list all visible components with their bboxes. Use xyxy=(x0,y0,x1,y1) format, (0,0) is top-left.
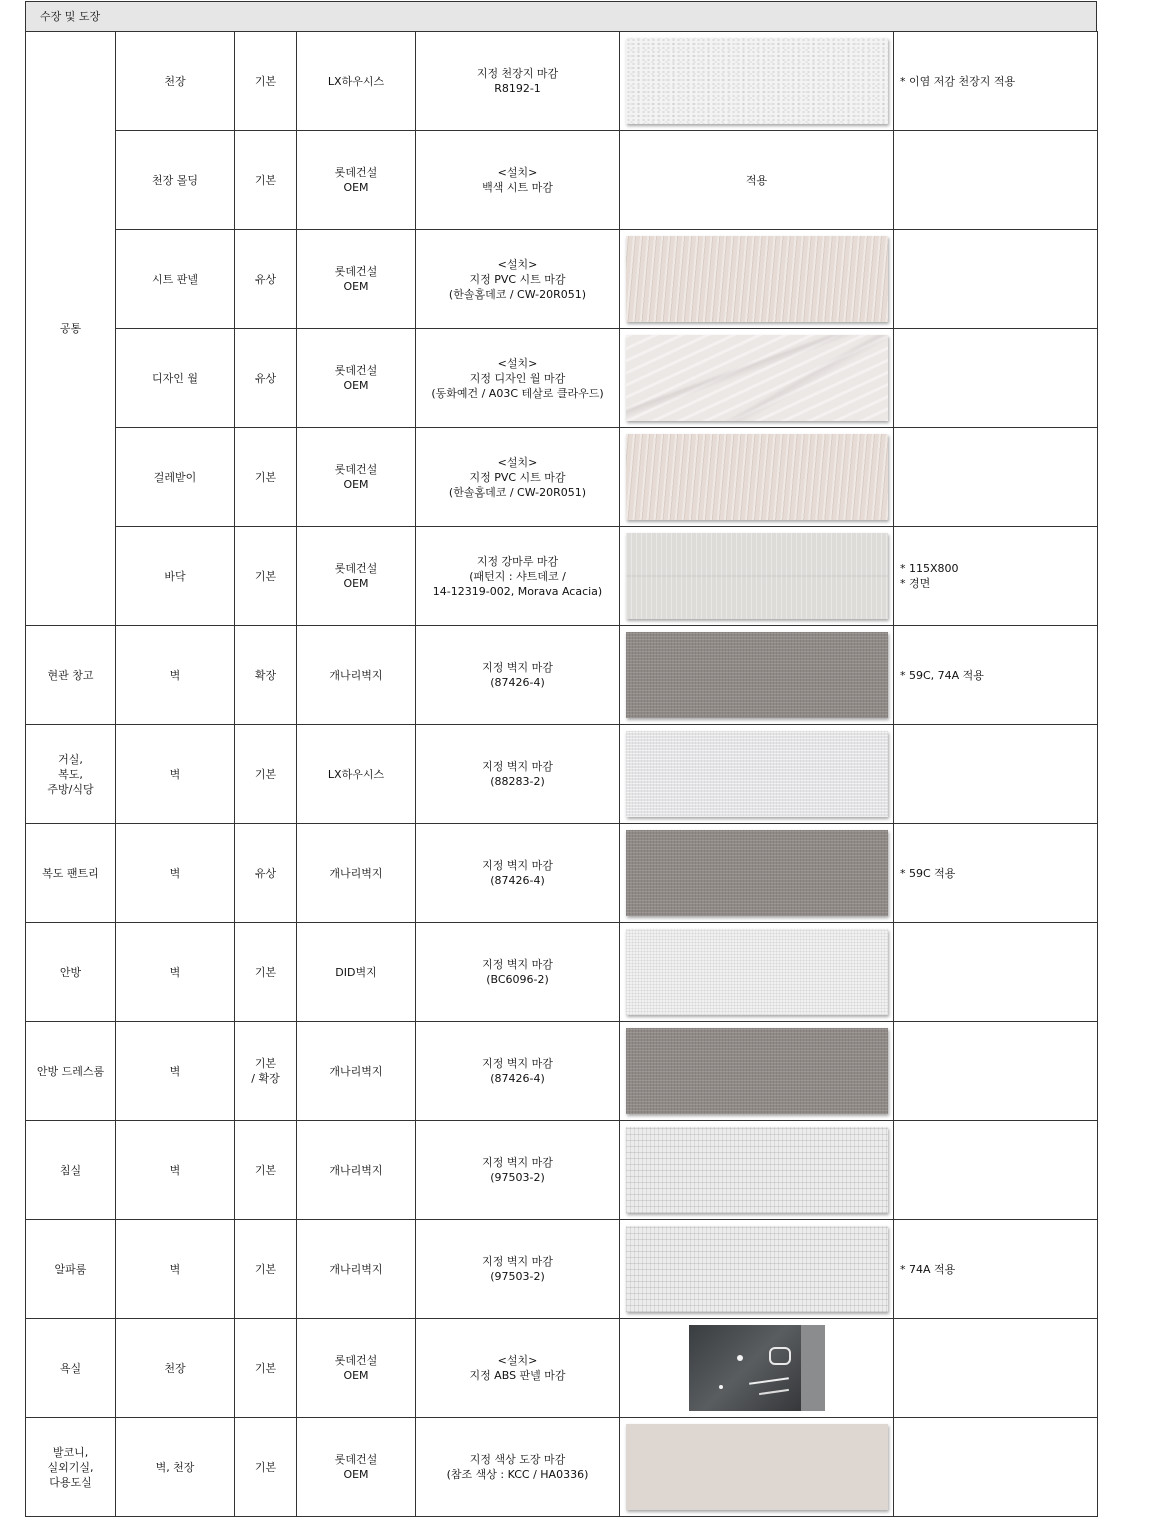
spec-cell-line: <설치> xyxy=(497,166,538,179)
finish-schedule-sheet xyxy=(25,1,1097,1517)
item-cell-line: 벽 xyxy=(169,965,181,979)
item-cell xyxy=(116,428,235,527)
spec-cell-line: (패턴지 : 샤트데코 / xyxy=(469,569,566,583)
spec-cell xyxy=(416,725,620,824)
vendor-cell xyxy=(297,1022,416,1121)
spec-cell-line: 지정 천장지 마감 xyxy=(476,67,559,80)
group-cell-line: 다용도실 xyxy=(49,1475,92,1489)
option-cell-line: 기본 xyxy=(254,965,277,979)
option-cell xyxy=(235,923,297,1022)
option-cell-line: 기본 xyxy=(254,767,277,781)
material-image-cell xyxy=(620,923,894,1022)
material-swatch-fabric-grey xyxy=(626,830,888,916)
item-cell xyxy=(116,329,235,428)
item-cell-line: 디자인 월 xyxy=(151,371,198,385)
spec-cell xyxy=(416,1022,620,1121)
note-cell xyxy=(894,626,1098,725)
group-cell-line: 거실, xyxy=(58,752,83,766)
spec-cell-line: (참조 색상 : KCC / HA0336) xyxy=(446,1468,589,1481)
group-cell-line: 침실 xyxy=(59,1163,82,1177)
item-cell-line: 시트 판넬 xyxy=(151,272,198,286)
note-cell xyxy=(894,230,1098,329)
spec-cell-line: 지정 PVC 시트 마감 xyxy=(469,272,566,286)
option-cell xyxy=(235,1319,297,1418)
spec-cell-line: 지정 ABS 판넬 마감 xyxy=(469,1369,566,1382)
item-cell-line: 벽 xyxy=(169,1262,181,1276)
vendor-cell xyxy=(297,32,416,131)
option-cell xyxy=(235,824,297,923)
spec-cell-line: 14-12319-002, Morava Acacia) xyxy=(432,584,603,598)
material-image-cell xyxy=(620,1319,894,1418)
spec-cell-line: <설치> xyxy=(497,257,538,271)
material-image-cell xyxy=(620,329,894,428)
table-row xyxy=(26,230,1098,329)
table-row xyxy=(26,923,1098,1022)
option-cell xyxy=(235,725,297,824)
group-cell-line: 발코니, xyxy=(52,1445,89,1459)
option-cell xyxy=(235,626,297,725)
vendor-cell-line: OEM xyxy=(343,1468,369,1481)
vendor-cell xyxy=(297,923,416,1022)
group-cell-line: 주방/식당 xyxy=(47,782,94,796)
vendor-cell xyxy=(297,1121,416,1220)
material-swatch-paint-beige xyxy=(626,1424,888,1510)
option-cell-line: 확장 xyxy=(254,668,277,682)
item-cell xyxy=(116,824,235,923)
material-swatch-fabric-grey xyxy=(626,632,888,718)
material-image-cell xyxy=(620,725,894,824)
note-cell xyxy=(894,923,1098,1022)
option-cell-line: 기본 xyxy=(254,1361,277,1375)
table-row xyxy=(26,1319,1098,1418)
material-swatch-ceiling-white-texture xyxy=(626,38,888,124)
option-cell-line: 기본 xyxy=(254,1057,277,1070)
vendor-cell-line: LX하우시스 xyxy=(327,767,385,781)
option-cell-line: 유상 xyxy=(254,371,277,385)
group-cell-line: 현관 창고 xyxy=(47,668,94,682)
note-cell-line: * 이염 저감 천장지 적용 xyxy=(900,74,1016,88)
spec-cell xyxy=(416,131,620,230)
item-cell xyxy=(116,1022,235,1121)
group-cell-line: 복도, xyxy=(58,767,83,781)
option-cell xyxy=(235,131,297,230)
group-cell xyxy=(26,725,116,824)
spec-cell xyxy=(416,32,620,131)
vendor-cell-line: OEM xyxy=(343,1369,369,1382)
option-cell-line: 기본 xyxy=(254,1460,277,1474)
vendor-cell xyxy=(297,1319,416,1418)
spec-cell-line: (87426-4) xyxy=(490,1072,545,1085)
spec-cell xyxy=(416,1220,620,1319)
vendor-cell-line: 개나리벽지 xyxy=(329,668,383,682)
note-cell xyxy=(894,527,1098,626)
spec-cell xyxy=(416,824,620,923)
note-cell xyxy=(894,1022,1098,1121)
spec-cell-line: (87426-4) xyxy=(490,676,545,689)
group-cell xyxy=(26,1319,116,1418)
spec-cell-line: (한솔홈데코 / CW-20R051) xyxy=(448,287,587,301)
spec-cell-line: <설치> xyxy=(497,455,538,469)
spec-cell xyxy=(416,1121,620,1220)
item-cell xyxy=(116,1121,235,1220)
spec-cell-line: (97503-2) xyxy=(490,1270,545,1283)
option-cell xyxy=(235,32,297,131)
note-cell xyxy=(894,131,1098,230)
spec-cell xyxy=(416,329,620,428)
spec-cell-line: 지정 벽지 마감 xyxy=(482,1057,553,1070)
spec-cell-line: (한솔홈데코 / CW-20R051) xyxy=(448,485,587,499)
item-cell-line: 천장 xyxy=(164,74,186,88)
vendor-cell-line: 롯데건설 xyxy=(334,364,378,377)
vendor-cell-line: 롯데건설 xyxy=(334,166,378,179)
spec-cell-line: 지정 벽지 마감 xyxy=(482,661,553,674)
group-cell xyxy=(26,1022,116,1121)
spec-cell-line: 지정 디자인 월 마감 xyxy=(469,371,566,385)
vendor-cell xyxy=(297,329,416,428)
vendor-cell-line: 개나리벽지 xyxy=(329,1064,383,1078)
vendor-cell-line: 롯데건설 xyxy=(334,265,378,278)
item-cell xyxy=(116,725,235,824)
group-cell xyxy=(26,923,116,1022)
spec-cell xyxy=(416,1319,620,1418)
item-cell-line: 천장 몰딩 xyxy=(151,173,198,187)
spec-cell-line: 지정 벽지 마감 xyxy=(482,1255,553,1268)
material-image-cell xyxy=(620,626,894,725)
vendor-cell xyxy=(297,1220,416,1319)
spec-cell xyxy=(416,230,620,329)
item-cell xyxy=(116,1319,235,1418)
item-cell xyxy=(116,32,235,131)
vendor-cell-line: DID벽지 xyxy=(335,965,377,979)
item-cell xyxy=(116,230,235,329)
spec-cell-line: (BC6096-2) xyxy=(486,973,549,986)
group-cell xyxy=(26,1418,116,1517)
vendor-cell xyxy=(297,824,416,923)
material-image-cell xyxy=(620,428,894,527)
item-cell-line: 벽 xyxy=(169,866,181,880)
material-swatch-fabric-light xyxy=(626,731,888,817)
note-cell-line: * 115X800 xyxy=(900,562,959,575)
spec-cell-line: 지정 벽지 마감 xyxy=(482,958,553,971)
material-image-cell xyxy=(620,230,894,329)
item-cell xyxy=(116,131,235,230)
vendor-cell-line: 개나리벽지 xyxy=(329,1262,383,1276)
option-cell xyxy=(235,1121,297,1220)
spec-cell-line: (88283-2) xyxy=(490,775,545,788)
material-swatch-wood-grain-light xyxy=(626,434,888,520)
finish-table xyxy=(25,31,1098,1517)
vendor-cell-line: 롯데건설 xyxy=(334,463,378,476)
option-cell xyxy=(235,428,297,527)
item-cell-line: 벽, 천장 xyxy=(155,1460,195,1474)
material-swatch-fabric-white xyxy=(626,929,888,1015)
table-row xyxy=(26,824,1098,923)
vendor-cell-line: 개나리벽지 xyxy=(329,1163,383,1177)
group-cell xyxy=(26,1220,116,1319)
item-cell xyxy=(116,1220,235,1319)
item-cell xyxy=(116,527,235,626)
option-cell xyxy=(235,1418,297,1517)
vendor-cell xyxy=(297,725,416,824)
group-cell xyxy=(26,626,116,725)
table-row xyxy=(26,1121,1098,1220)
note-cell xyxy=(894,1220,1098,1319)
vendor-cell xyxy=(297,1418,416,1517)
group-cell xyxy=(26,824,116,923)
bathroom-ceiling-photo xyxy=(689,1325,825,1411)
vendor-cell-line: 롯데건설 xyxy=(334,1453,378,1466)
spec-cell-line: <설치> xyxy=(497,1354,538,1367)
note-cell-line: * 74A 적용 xyxy=(900,1262,956,1276)
table-row xyxy=(26,626,1098,725)
option-cell-line: 기본 xyxy=(254,569,277,583)
material-swatch-wood-grain-light xyxy=(626,236,888,322)
option-cell-line: / 확장 xyxy=(251,1072,280,1085)
table-row xyxy=(26,329,1098,428)
group-cell-line: 공통 xyxy=(59,322,82,335)
spec-cell xyxy=(416,923,620,1022)
vendor-cell xyxy=(297,527,416,626)
item-cell-line: 바닥 xyxy=(164,569,186,583)
material-swatch-floor-grey-wood xyxy=(626,533,888,619)
material-image-cell xyxy=(620,1121,894,1220)
spec-cell-line: (97503-2) xyxy=(490,1171,545,1184)
material-image-cell xyxy=(620,527,894,626)
option-cell-line: 유상 xyxy=(254,866,277,880)
material-swatch-marble-white xyxy=(626,335,888,421)
item-cell-line: 벽 xyxy=(169,668,181,682)
vendor-cell xyxy=(297,230,416,329)
item-cell-line: 벽 xyxy=(169,1064,181,1078)
spec-cell-line: 백색 시트 마감 xyxy=(482,181,553,194)
vendor-cell-line: OEM xyxy=(343,379,369,392)
group-cell xyxy=(26,1121,116,1220)
item-cell xyxy=(116,1418,235,1517)
table-row xyxy=(26,1220,1098,1319)
group-cell-line: 안방 xyxy=(59,965,82,979)
spec-cell-line: 지정 PVC 시트 마감 xyxy=(469,470,566,484)
option-cell-line: 기본 xyxy=(254,1262,277,1276)
option-cell xyxy=(235,1022,297,1121)
option-cell-line: 기본 xyxy=(254,1163,277,1177)
section-title: 수장 및 도장 xyxy=(25,1,1097,32)
material-image-cell xyxy=(620,131,894,230)
vendor-cell-line: 롯데건설 xyxy=(334,562,378,575)
option-cell-line: 기본 xyxy=(254,173,277,187)
vendor-cell-line: 개나리벽지 xyxy=(329,866,383,880)
spec-cell-line: 지정 색상 도장 마감 xyxy=(469,1453,566,1466)
item-cell-line: 천장 xyxy=(164,1361,186,1375)
note-cell xyxy=(894,32,1098,131)
note-cell xyxy=(894,1319,1098,1418)
image-cell-text: 적용 xyxy=(745,173,768,187)
vendor-cell-line: OEM xyxy=(343,577,369,590)
group-cell xyxy=(26,32,116,626)
option-cell xyxy=(235,1220,297,1319)
vendor-cell-line: 롯데건설 xyxy=(334,1354,378,1367)
spec-cell-line: 지정 벽지 마감 xyxy=(482,1156,553,1169)
note-cell-line: * 경면 xyxy=(900,577,931,590)
item-cell xyxy=(116,626,235,725)
material-image-cell xyxy=(620,1220,894,1319)
option-cell xyxy=(235,230,297,329)
table-row xyxy=(26,32,1098,131)
note-cell xyxy=(894,329,1098,428)
option-cell xyxy=(235,329,297,428)
table-row xyxy=(26,725,1098,824)
spec-cell-line: (87426-4) xyxy=(490,874,545,887)
note-cell xyxy=(894,725,1098,824)
material-image-cell xyxy=(620,32,894,131)
spec-cell-line: 지정 벽지 마감 xyxy=(482,859,553,872)
vendor-cell xyxy=(297,428,416,527)
table-row xyxy=(26,428,1098,527)
group-cell-line: 알파룸 xyxy=(54,1262,87,1276)
group-cell-line: 욕실 xyxy=(59,1361,82,1375)
note-cell xyxy=(894,1418,1098,1517)
spec-cell-line: 지정 벽지 마감 xyxy=(482,760,553,773)
spec-cell xyxy=(416,626,620,725)
group-cell-line: 안방 드레스룸 xyxy=(36,1064,105,1078)
item-cell-line: 벽 xyxy=(169,1163,181,1177)
spec-cell-line: (동화예건 / A03C 테살로 클라우드) xyxy=(431,386,604,400)
vendor-cell-line: OEM xyxy=(343,181,369,194)
item-cell-line: 벽 xyxy=(169,767,181,781)
note-cell xyxy=(894,1121,1098,1220)
material-swatch-basket-white xyxy=(626,1226,888,1312)
vendor-cell xyxy=(297,626,416,725)
note-cell-line: * 59C 적용 xyxy=(900,866,956,880)
spec-cell xyxy=(416,428,620,527)
table-row xyxy=(26,131,1098,230)
group-cell-line: 복도 팬트리 xyxy=(42,866,99,880)
vendor-cell-line: LX하우시스 xyxy=(327,74,385,88)
table-row xyxy=(26,1022,1098,1121)
spec-cell-line: <설치> xyxy=(497,356,538,370)
item-cell xyxy=(116,923,235,1022)
material-swatch-basket-white xyxy=(626,1127,888,1213)
table-row xyxy=(26,527,1098,626)
vendor-cell-line: OEM xyxy=(343,478,369,491)
spec-cell-line: R8192-1 xyxy=(494,82,541,95)
note-cell xyxy=(894,428,1098,527)
material-image-cell xyxy=(620,824,894,923)
option-cell-line: 기본 xyxy=(254,74,277,88)
note-cell xyxy=(894,824,1098,923)
material-image-cell xyxy=(620,1418,894,1517)
material-image-cell xyxy=(620,1022,894,1121)
material-swatch-fabric-grey xyxy=(626,1028,888,1114)
note-cell-line: * 59C, 74A 적용 xyxy=(900,668,984,682)
item-cell-line: 걸레받이 xyxy=(153,470,197,484)
spec-cell xyxy=(416,1418,620,1517)
vendor-cell xyxy=(297,131,416,230)
spec-cell xyxy=(416,527,620,626)
vendor-cell-line: OEM xyxy=(343,280,369,293)
table-row xyxy=(26,1418,1098,1517)
option-cell-line: 기본 xyxy=(254,470,277,484)
option-cell-line: 유상 xyxy=(254,272,277,286)
group-cell-line: 실외기실, xyxy=(47,1460,94,1474)
option-cell xyxy=(235,527,297,626)
spec-cell-line: 지정 강마루 마감 xyxy=(476,554,559,568)
